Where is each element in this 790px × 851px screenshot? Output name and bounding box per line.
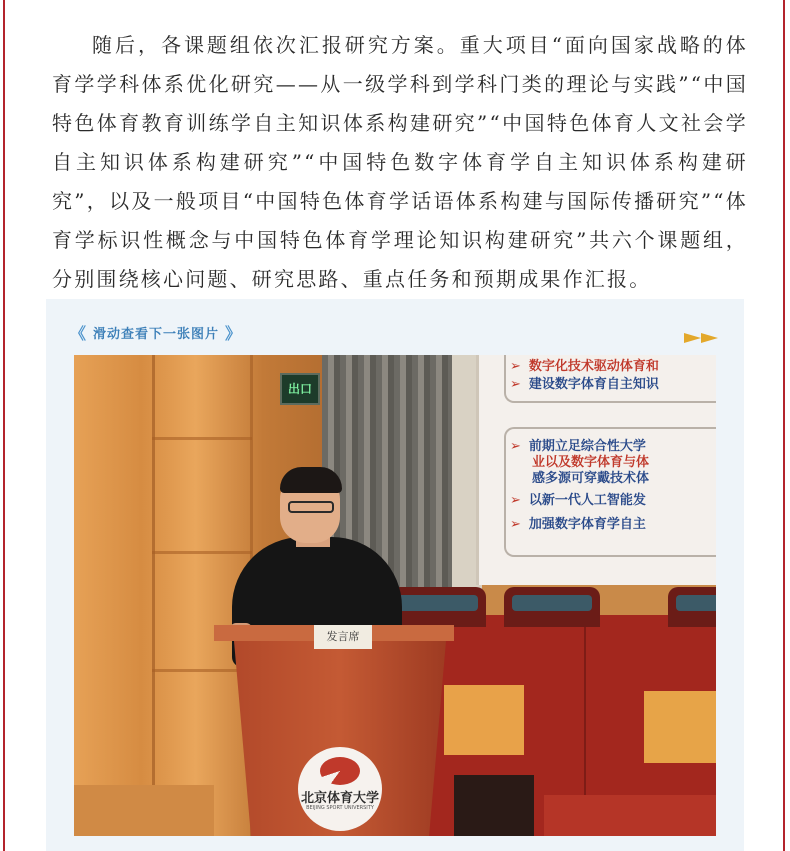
slide-line: ➢ 数字化技术驱动体育和 xyxy=(510,359,659,374)
article-paragraph: 随后，各课题组依次汇报研究方案。重大项目“面向国家战略的体育学学科体系优化研究——从一级学科到学科门类的理论与实践”“中国特色体育教育训练学自主知识体系构建研究”“中国特色体育人文社会学自主知识体系构建研究”“中国特色数字体育学自主知识体系构建研究”，以及一般项目“中国特色体育学话语体系构建与国际传播研究”“体育学标识性概念与中国特色体育学理论知识构建研究”共六个课题组，分别围绕核心问题、研究思路、重点任务和预期成果作汇报。 xyxy=(52,33,748,291)
speaker-hair xyxy=(280,467,342,493)
stage-panel xyxy=(444,685,524,755)
wall-panel-line xyxy=(152,551,252,554)
chair xyxy=(390,587,486,627)
page-border-left xyxy=(3,0,5,851)
slide-line: 感多源可穿戴技术体 xyxy=(532,471,650,486)
chevron-left-icon: 《 xyxy=(70,324,88,343)
slide-line: 业以及数字体育与体 xyxy=(532,455,650,470)
name-card: 发言席 xyxy=(314,625,372,649)
page-border-right xyxy=(783,0,785,851)
exit-sign: 出口 xyxy=(280,373,320,405)
slide-line: ➢ 加强数字体育学自主 xyxy=(510,517,646,532)
logo-mark-icon xyxy=(320,757,360,785)
chevron-right-icon: 》 xyxy=(225,324,243,343)
image-carousel[interactable] xyxy=(46,299,744,851)
slide-line: ➢ 前期立足综合性大学 xyxy=(510,439,646,454)
glasses xyxy=(288,501,334,513)
wall-panel-line xyxy=(152,355,155,836)
stage-base xyxy=(544,795,716,836)
wall-panel-line xyxy=(152,437,252,440)
swipe-hint-text: 滑动查看下一张图片 xyxy=(93,327,220,342)
logo-subtext: BEIJING SPORT UNIVERSITY xyxy=(306,805,374,811)
floor-object xyxy=(454,775,534,836)
chair xyxy=(504,587,600,627)
desk xyxy=(74,785,214,836)
swipe-hint xyxy=(70,321,242,344)
double-arrow-right-icon[interactable] xyxy=(684,333,718,343)
slide-line: ➢ 建设数字体育自主知识 xyxy=(510,377,659,392)
slide-line: ➢ 以新一代人工智能发 xyxy=(510,493,646,508)
stage-panel xyxy=(644,691,716,763)
carousel-photo[interactable] xyxy=(74,355,716,836)
chair xyxy=(668,587,716,627)
logo-text: 北京体育大学 xyxy=(300,791,379,806)
